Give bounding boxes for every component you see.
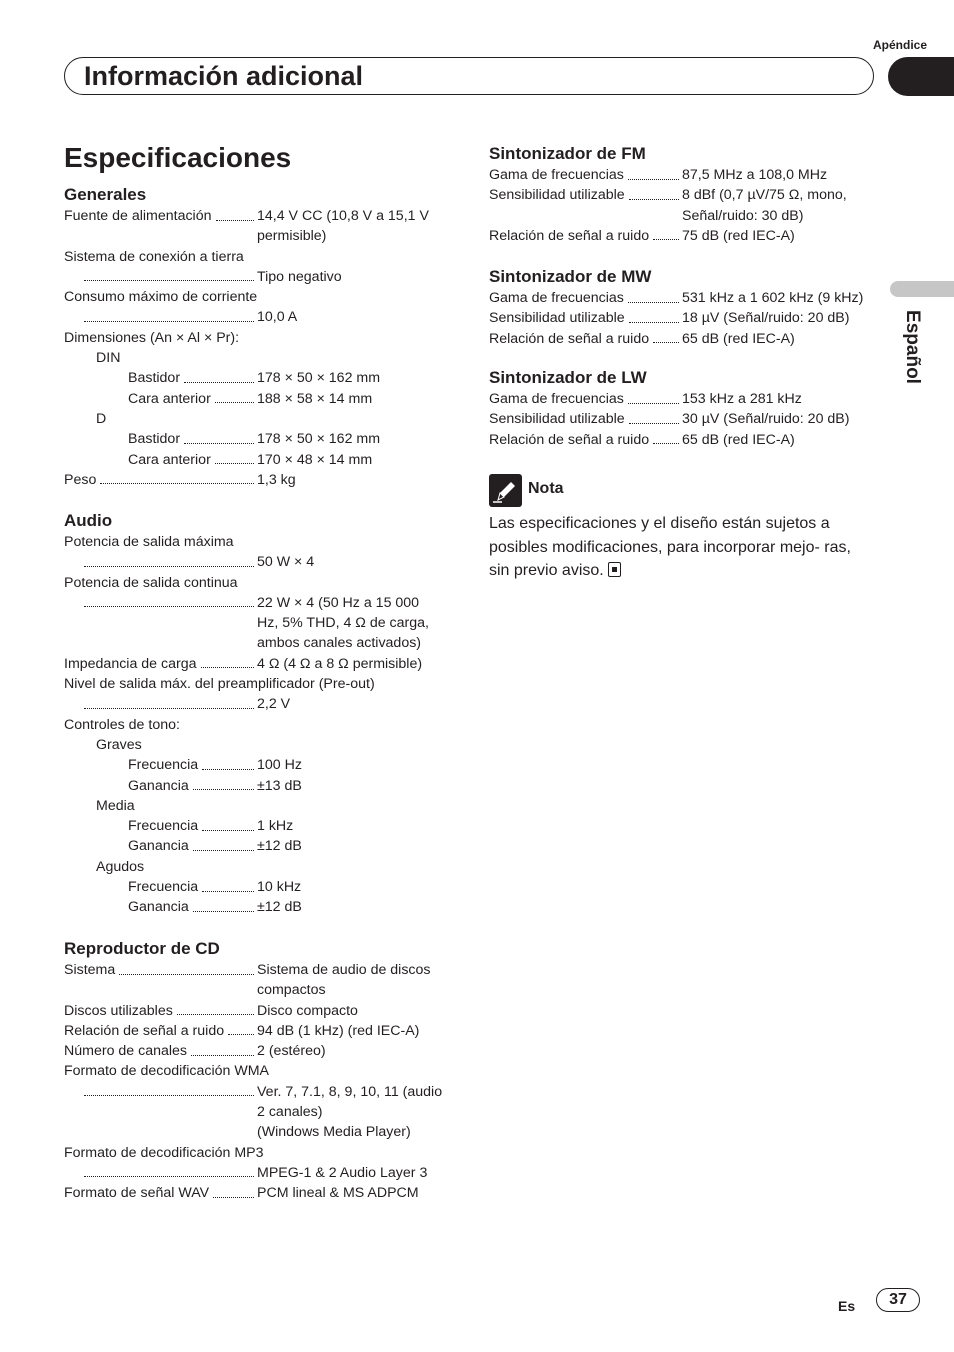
section-title: Generales <box>64 185 147 204</box>
spec-label: Cara anterior <box>128 390 211 407</box>
spec-value: 14,4 V CC (10,8 V a 15,1 V <box>257 208 429 224</box>
spec-row <box>64 389 373 409</box>
spec-list <box>64 206 429 490</box>
spec-label: Gama de frecuencias <box>489 391 624 407</box>
dot-leader <box>84 552 254 567</box>
spec-row <box>64 287 258 307</box>
spec-label: Impedancia de carga <box>64 655 197 672</box>
spec-row <box>64 573 238 593</box>
spec-value: 50 W × 4 <box>257 554 315 571</box>
spec-value: ±12 dB <box>257 899 302 916</box>
section-audio <box>64 510 429 918</box>
spec-value: 10 kHz <box>257 879 302 896</box>
spec-row <box>64 776 302 796</box>
spec-row <box>64 593 420 613</box>
spec-row <box>64 1122 411 1142</box>
spec-row <box>489 288 864 308</box>
spec-row <box>64 857 145 877</box>
spec-row <box>64 1021 420 1041</box>
spec-label: Sistema de conexión a tierra <box>64 248 244 265</box>
spec-label: Formato de decodificación MP3 <box>64 1144 264 1161</box>
dot-leader <box>629 409 679 424</box>
spec-label: DIN <box>96 350 121 367</box>
spec-row <box>64 1061 270 1081</box>
spec-label: Gama de frecuencias <box>489 290 624 306</box>
spec-row <box>64 897 302 917</box>
spec-label: Sensibilidad utilizable <box>489 187 625 204</box>
spec-value: 87,5 MHz a 108,0 MHz <box>682 167 828 183</box>
spec-label: Agudos <box>96 858 145 875</box>
section-title: Audio <box>64 511 113 530</box>
dot-leader <box>629 185 679 200</box>
spec-row <box>64 877 302 897</box>
spec-value: ambos canales activados) <box>257 635 422 652</box>
spec-row <box>64 532 234 552</box>
spec-list <box>64 960 443 1204</box>
spec-value: 100 Hz <box>257 757 302 774</box>
spec-label: Cara anterior <box>128 451 211 468</box>
dot-leader <box>216 206 254 221</box>
spec-label: Bastidor <box>128 431 181 448</box>
spec-row <box>64 1041 326 1061</box>
spec-value: ±12 dB <box>257 838 302 855</box>
section-title: Sintonizador de MW <box>489 267 652 286</box>
spec-row <box>64 1001 358 1021</box>
spec-row <box>64 409 146 429</box>
section-generales <box>64 184 429 490</box>
spec-label: Frecuencia <box>128 757 199 774</box>
spec-label: Frecuencia <box>128 818 199 835</box>
spec-label: Formato de señal WAV <box>64 1185 210 1202</box>
spec-value: compactos <box>257 982 326 999</box>
spec-row <box>64 206 429 226</box>
spec-row <box>64 674 375 694</box>
pencil-note-icon <box>489 474 522 507</box>
page-number: 37 <box>876 1288 920 1312</box>
spec-value: MPEG-1 & 2 Audio Layer 3 <box>257 1164 428 1181</box>
section-title: Sintonizador de LW <box>489 368 647 387</box>
dot-leader <box>228 1021 254 1036</box>
section-title: Reproductor de CD <box>64 939 220 958</box>
spec-label: Dimensiones (An × Al × Pr): <box>64 329 240 346</box>
spec-value: 153 kHz a 281 kHz <box>682 391 802 407</box>
dot-leader <box>84 593 254 608</box>
spec-value: 2 (estéreo) <box>257 1043 326 1060</box>
spec-row <box>64 735 142 755</box>
spec-label: Ganancia <box>128 899 189 916</box>
spec-value: 65 dB (red IEC-A) <box>682 330 795 347</box>
spec-value: Hz, 5% THD, 4 Ω de carga, <box>257 615 429 632</box>
spec-value: Señal/ruido: 30 dB) <box>682 207 804 224</box>
spec-row <box>489 409 850 429</box>
dot-leader <box>201 654 254 669</box>
spec-row <box>64 1102 323 1122</box>
spec-value: 2,2 V <box>257 696 291 713</box>
spec-value: 178 × 50 × 162 mm <box>257 370 381 387</box>
dot-leader <box>215 450 254 465</box>
spec-row <box>64 613 429 633</box>
spec-label: Media <box>96 797 135 814</box>
dot-leader <box>100 470 254 485</box>
spec-value: 2 canales) <box>257 1104 323 1121</box>
spec-label: Nivel de salida máx. del preamplificador (Pre-out) <box>64 676 375 693</box>
dot-leader <box>202 877 254 892</box>
spec-value: 1 kHz <box>257 818 294 835</box>
spec-row <box>64 980 326 1000</box>
dot-leader <box>202 816 254 831</box>
spec-value: 1,3 kg <box>257 471 296 488</box>
spec-row <box>64 429 381 449</box>
dot-leader <box>213 1183 254 1198</box>
spec-row <box>489 165 828 185</box>
spec-row <box>64 348 146 368</box>
section-title: Sintonizador de FM <box>489 144 646 163</box>
spec-value: 75 dB (red IEC-A) <box>682 227 795 244</box>
spec-row <box>489 206 804 226</box>
spec-row <box>64 1143 264 1163</box>
section-label: Apéndice <box>872 38 927 52</box>
spec-label: Formato de decodificación WMA <box>64 1063 270 1080</box>
spec-row <box>64 552 315 572</box>
spec-value: Disco compacto <box>257 1002 358 1019</box>
note-text-content: Las especificaciones y el diseño están sujetos a posibles modificaciones, para incorporar mejo- ras, sin previo aviso. <box>489 515 851 579</box>
spec-row <box>64 816 294 836</box>
dot-leader <box>653 430 679 445</box>
dot-leader <box>193 897 254 912</box>
spec-label: Relación de señal a ruido <box>489 330 650 347</box>
section-lw <box>489 367 850 450</box>
spec-list <box>64 532 429 918</box>
spec-row <box>64 836 302 856</box>
spec-label: Frecuencia <box>128 879 199 896</box>
spec-label: Potencia de salida continua <box>64 574 238 591</box>
dot-leader <box>84 1082 254 1097</box>
spec-row <box>489 329 795 349</box>
spec-label: Ganancia <box>128 777 189 794</box>
spec-row <box>489 185 847 205</box>
spec-label: Sistema <box>64 962 116 978</box>
spec-value: permisible) <box>257 228 327 245</box>
spec-value: 4 Ω (4 Ω a 8 Ω permisible) <box>257 655 423 672</box>
spec-label: Sensibilidad utilizable <box>489 310 625 327</box>
section-fm <box>489 143 847 246</box>
dot-leader <box>202 755 254 770</box>
dot-leader <box>629 308 679 323</box>
dot-leader <box>193 836 254 851</box>
section-cd <box>64 938 443 1204</box>
spec-label: Fuente de alimentación <box>64 208 212 224</box>
spec-value: Tipo negativo <box>257 268 342 285</box>
dot-leader <box>628 389 679 404</box>
spec-row <box>489 226 795 246</box>
language-tab <box>890 281 954 297</box>
spec-row <box>64 247 244 267</box>
spec-label: Número de canales <box>64 1043 188 1060</box>
spec-value: 170 × 48 × 14 mm <box>257 451 373 468</box>
note-label: Nota <box>528 480 564 497</box>
spec-row <box>489 308 850 328</box>
dot-leader <box>628 165 679 180</box>
spec-row <box>64 450 373 470</box>
spec-row <box>64 470 296 490</box>
section-mw <box>489 266 864 349</box>
dot-leader <box>215 389 254 404</box>
dot-leader <box>84 307 254 322</box>
spec-label: Gama de frecuencias <box>489 167 624 183</box>
spec-row <box>64 1163 428 1183</box>
spec-list <box>489 389 850 450</box>
spec-label: Sensibilidad utilizable <box>489 411 625 428</box>
spec-label: D <box>96 410 107 427</box>
dot-leader <box>119 960 254 975</box>
spec-value: 188 × 58 × 14 mm <box>257 390 373 407</box>
spec-row <box>64 755 302 775</box>
spec-value: 8 dBf (0,7 µV/75 Ω, mono, <box>682 187 847 204</box>
header-tab-marker <box>888 57 954 96</box>
spec-label: Relación de señal a ruido <box>64 1022 225 1039</box>
spec-row <box>64 960 431 980</box>
spec-label: Consumo máximo de corriente <box>64 289 258 306</box>
spec-label: Relación de señal a ruido <box>489 227 650 244</box>
spec-label: Relación de señal a ruido <box>489 431 650 448</box>
spec-value: (Windows Media Player) <box>257 1124 411 1141</box>
spec-value: Sistema de audio de discos <box>257 962 431 978</box>
dot-leader <box>653 226 679 241</box>
spec-row <box>64 368 381 388</box>
spec-value: 22 W × 4 (50 Hz a 15 000 <box>257 594 420 611</box>
spec-label: Bastidor <box>128 370 181 387</box>
spec-label: Controles de tono: <box>64 716 180 733</box>
footer-language-code: Es <box>838 1298 856 1314</box>
spec-row <box>64 267 342 287</box>
spec-value: 18 µV (Señal/ruido: 20 dB) <box>682 310 850 327</box>
dot-leader <box>84 267 254 282</box>
spec-value: 178 × 50 × 162 mm <box>257 431 381 448</box>
spec-label: Peso <box>64 471 97 488</box>
language-label: Español <box>902 310 923 384</box>
spec-value: 531 kHz a 1 602 kHz (9 kHz) <box>682 290 864 306</box>
spec-row <box>64 633 422 653</box>
spec-row <box>64 328 240 348</box>
spec-list <box>489 288 864 349</box>
spec-label: Discos utilizables <box>64 1002 173 1019</box>
spec-row <box>64 796 135 816</box>
spec-value: 65 dB (red IEC-A) <box>682 431 795 448</box>
dot-leader <box>184 368 254 383</box>
spec-value: PCM lineal & MS ADPCM <box>257 1185 419 1202</box>
header-title: Información adicional <box>84 61 364 91</box>
page-title: Especificaciones <box>64 142 292 173</box>
dot-leader <box>177 1001 254 1016</box>
spec-value: 94 dB (1 kHz) (red IEC-A) <box>257 1022 420 1039</box>
spec-row <box>64 694 291 714</box>
dot-leader <box>628 288 679 303</box>
spec-label: Ganancia <box>128 838 189 855</box>
spec-list <box>489 165 847 246</box>
spec-row <box>64 1082 443 1102</box>
dot-leader <box>84 694 254 709</box>
spec-row <box>64 715 180 735</box>
spec-row <box>64 1183 419 1203</box>
spec-row <box>489 430 795 450</box>
spec-row <box>64 654 423 674</box>
spec-value: Ver. 7, 7.1, 8, 9, 10, 11 (audio <box>257 1083 443 1100</box>
spec-value: ±13 dB <box>257 777 302 794</box>
spec-row <box>489 389 802 409</box>
spec-label: Graves <box>96 736 142 753</box>
spec-value: 10,0 A <box>257 309 298 326</box>
spec-value: 30 µV (Señal/ruido: 20 dB) <box>682 411 850 428</box>
dot-leader <box>653 329 679 344</box>
end-of-section-icon <box>608 562 621 577</box>
dot-leader <box>184 429 254 444</box>
spec-label: Potencia de salida máxima <box>64 534 234 550</box>
dot-leader <box>193 776 254 791</box>
spec-row <box>64 226 327 246</box>
dot-leader <box>191 1041 254 1056</box>
spec-row <box>64 307 298 327</box>
dot-leader <box>84 1163 254 1178</box>
note-text <box>489 512 869 583</box>
